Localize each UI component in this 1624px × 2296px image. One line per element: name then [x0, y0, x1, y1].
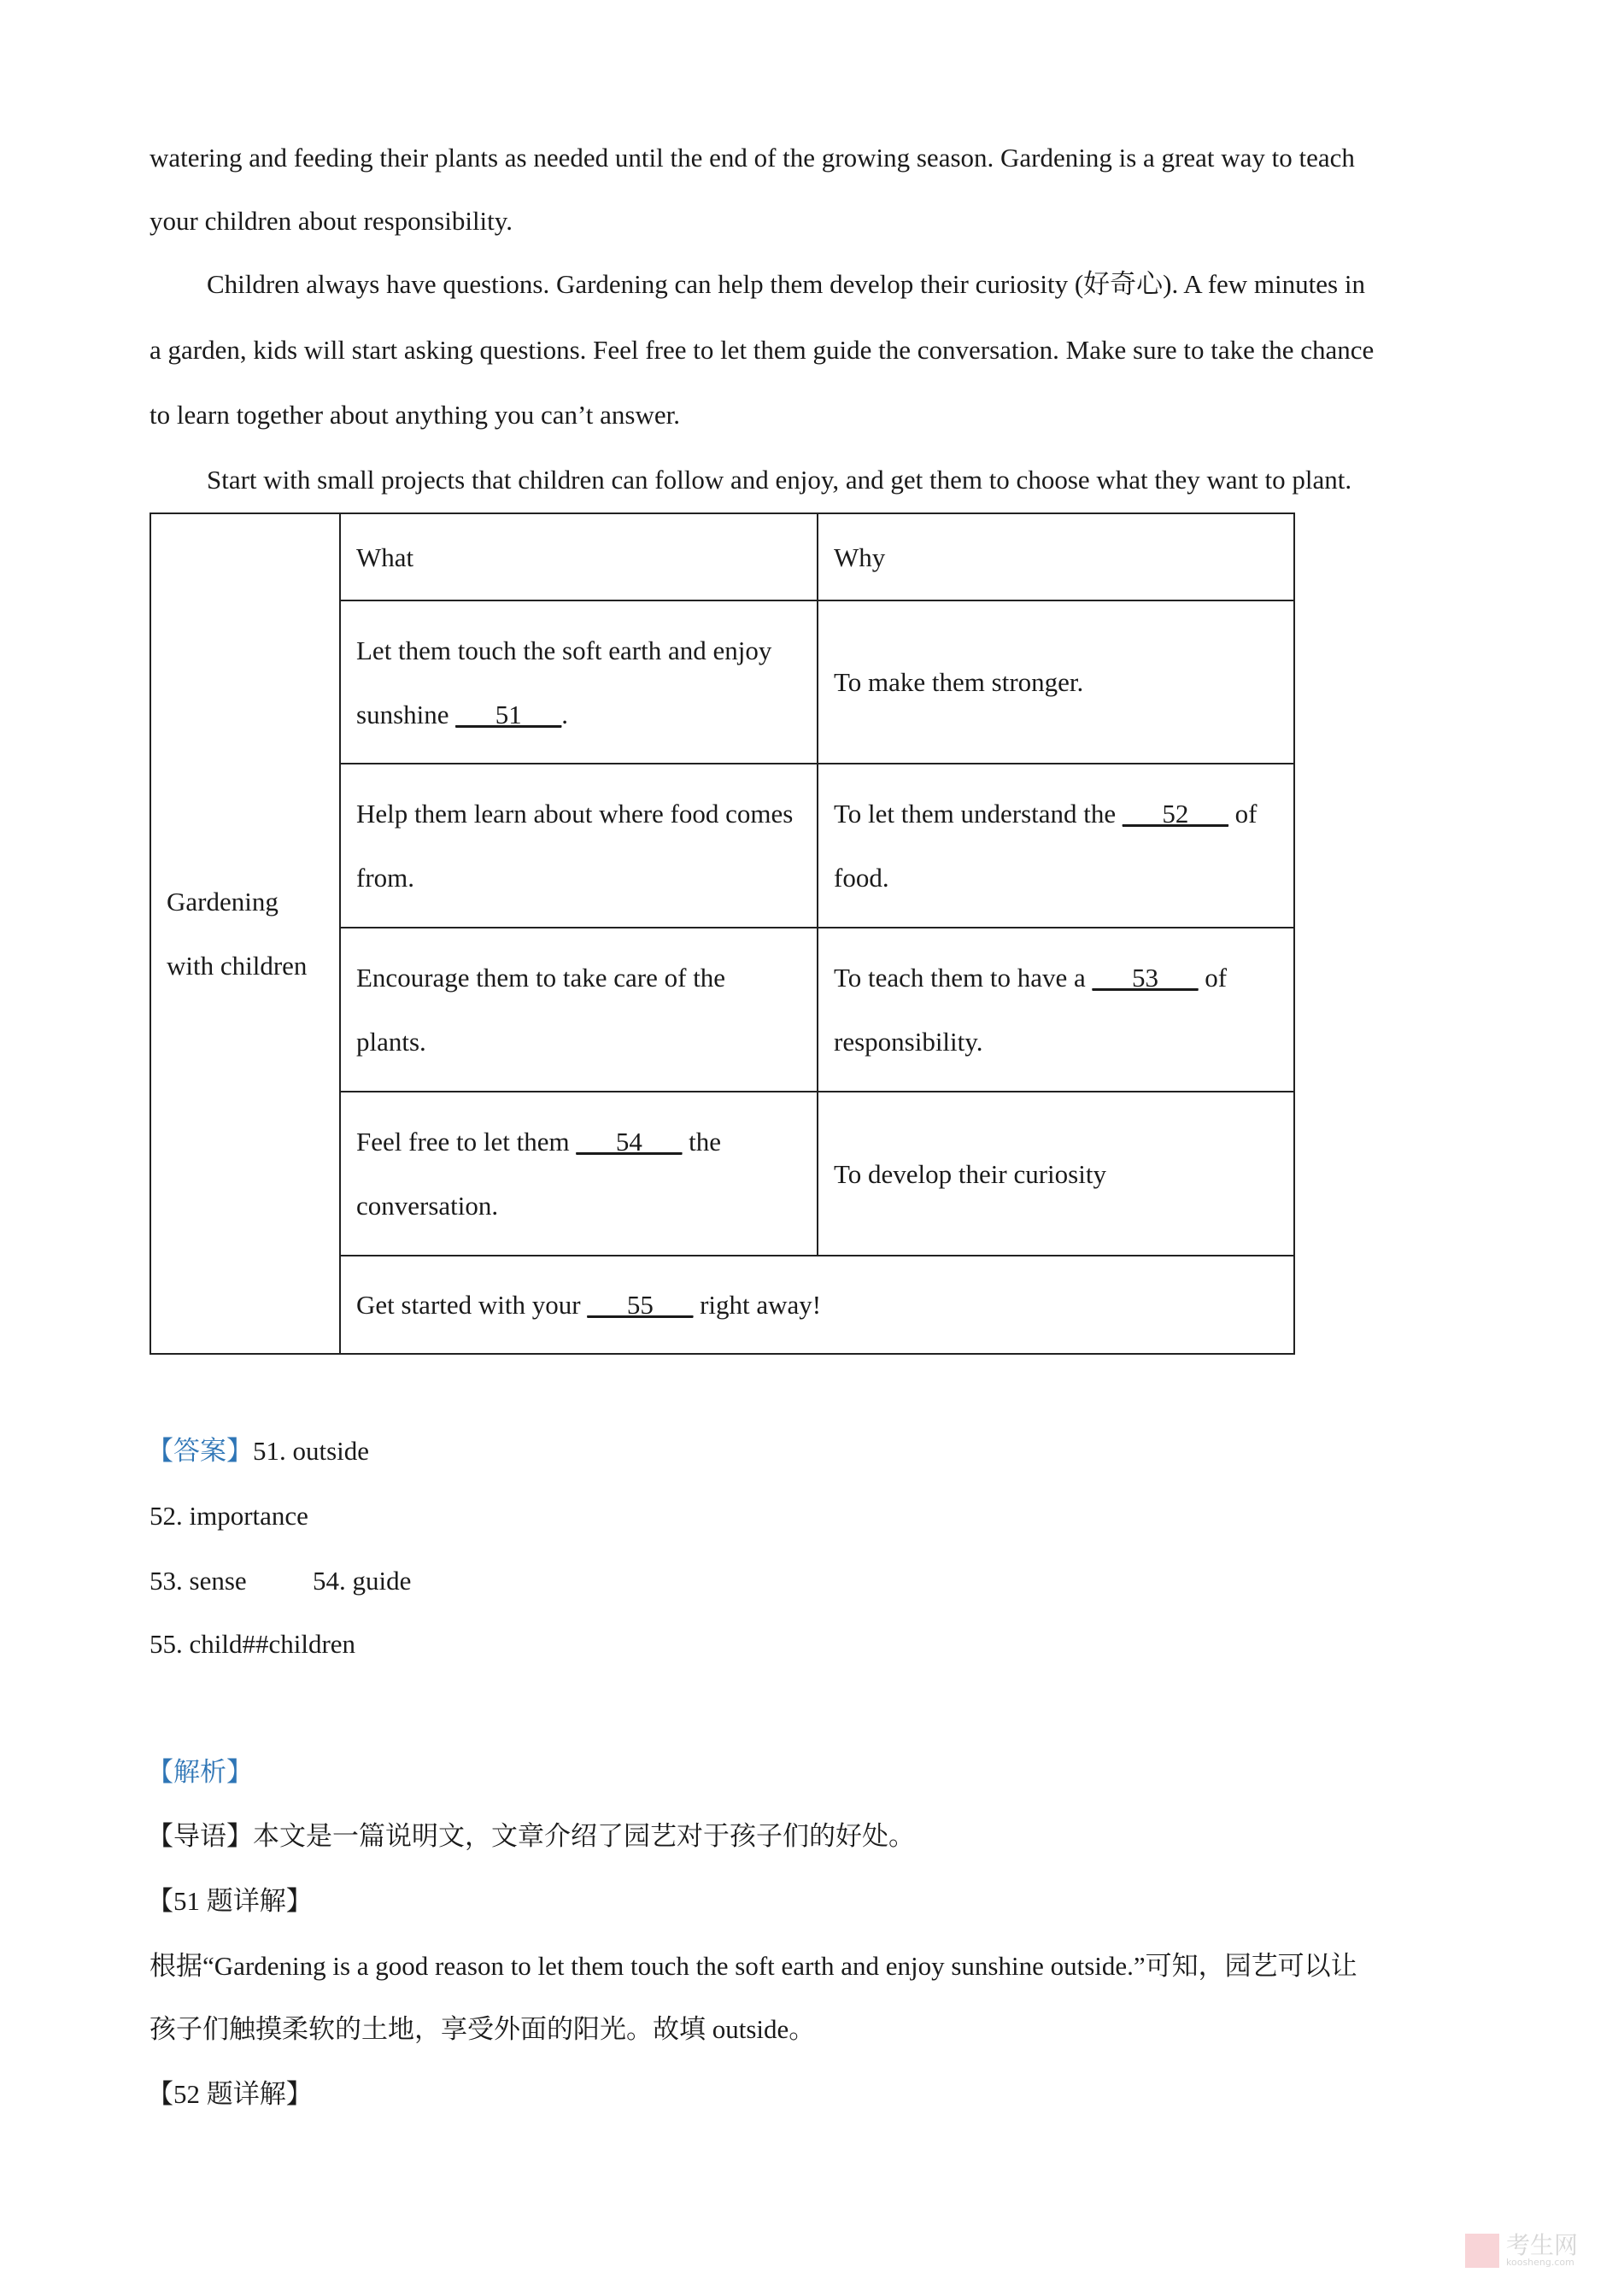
answer-51: 51. outside — [253, 1436, 370, 1466]
analysis-intro: 【导语】本文是一篇说明文，文章介绍了园艺对于孩子们的好处。 — [147, 1821, 915, 1851]
detail-51: 孩子们触摸柔软的土地，享受外面的阳光。故填 outside。 — [150, 2014, 816, 2044]
watermark — [1465, 2230, 1579, 2268]
passage-line: watering and feeding their plants as needed until the end of the growing season. Gardening is a great way to teach — [150, 143, 1355, 173]
watermark-logo-icon — [1465, 2234, 1499, 2268]
passage-line: your children about responsibility. — [150, 206, 513, 236]
analysis-tag: 【解析】 — [147, 1757, 253, 1787]
heading-52: 【52 题详解】 — [147, 2079, 313, 2109]
watermark-cn: 考生网 — [1506, 2230, 1579, 2259]
row1-what: Let them touch the soft earth and enjoy sunshine ___51___. — [340, 600, 818, 764]
answer-line — [147, 1434, 369, 1468]
answer-52: 52. importance — [150, 1501, 308, 1531]
answer-tag: 【答案】 — [147, 1436, 253, 1466]
row5: Get started with your ___55___ right away! — [340, 1256, 1294, 1354]
row1-why: To make them stronger. — [818, 600, 1294, 764]
row2-why: To let them understand the ___52___ of food. — [818, 764, 1294, 928]
row3-why: To teach them to have a ___53___ of responsibility. — [818, 928, 1294, 1092]
header-why: Why — [818, 513, 1294, 600]
row2-what: Help them learn about where food comes from. — [340, 764, 818, 928]
answer-54: 54. guide — [313, 1566, 412, 1596]
detail-51: 根据“Gardening is a good reason to let them touch the soft earth and enjoy sunshine outside.”可知，园艺可以让 — [150, 1951, 1357, 1981]
passage-line: a garden, kids will start asking questions. Feel free to let them guide the conversation. Make sure to take the chance — [150, 335, 1375, 365]
header-what: What — [340, 513, 818, 600]
passage-line: to learn together about anything you can’t answer. — [150, 400, 680, 430]
row3-what: Encourage them to take care of the plants. — [340, 928, 818, 1092]
answer-55: 55. child##children — [150, 1629, 356, 1659]
gardening-table — [150, 512, 1295, 1355]
watermark-en: koosheng.com — [1506, 2256, 1574, 2268]
row4-why: To develop their curiosity — [818, 1092, 1294, 1256]
side-label: Gardening with children — [150, 513, 340, 1354]
passage-line: Start with small projects that children can follow and enjoy, and get them to choose what they want to plant. — [207, 465, 1352, 495]
passage-line: Children always have questions. Gardening can help them develop their curiosity (好奇心). A few minutes in — [207, 269, 1365, 299]
row4-what: Feel free to let them ___54___ the conversation. — [340, 1092, 818, 1256]
answer-53: 53. sense — [150, 1566, 247, 1596]
heading-51: 【51 题详解】 — [147, 1886, 313, 1916]
